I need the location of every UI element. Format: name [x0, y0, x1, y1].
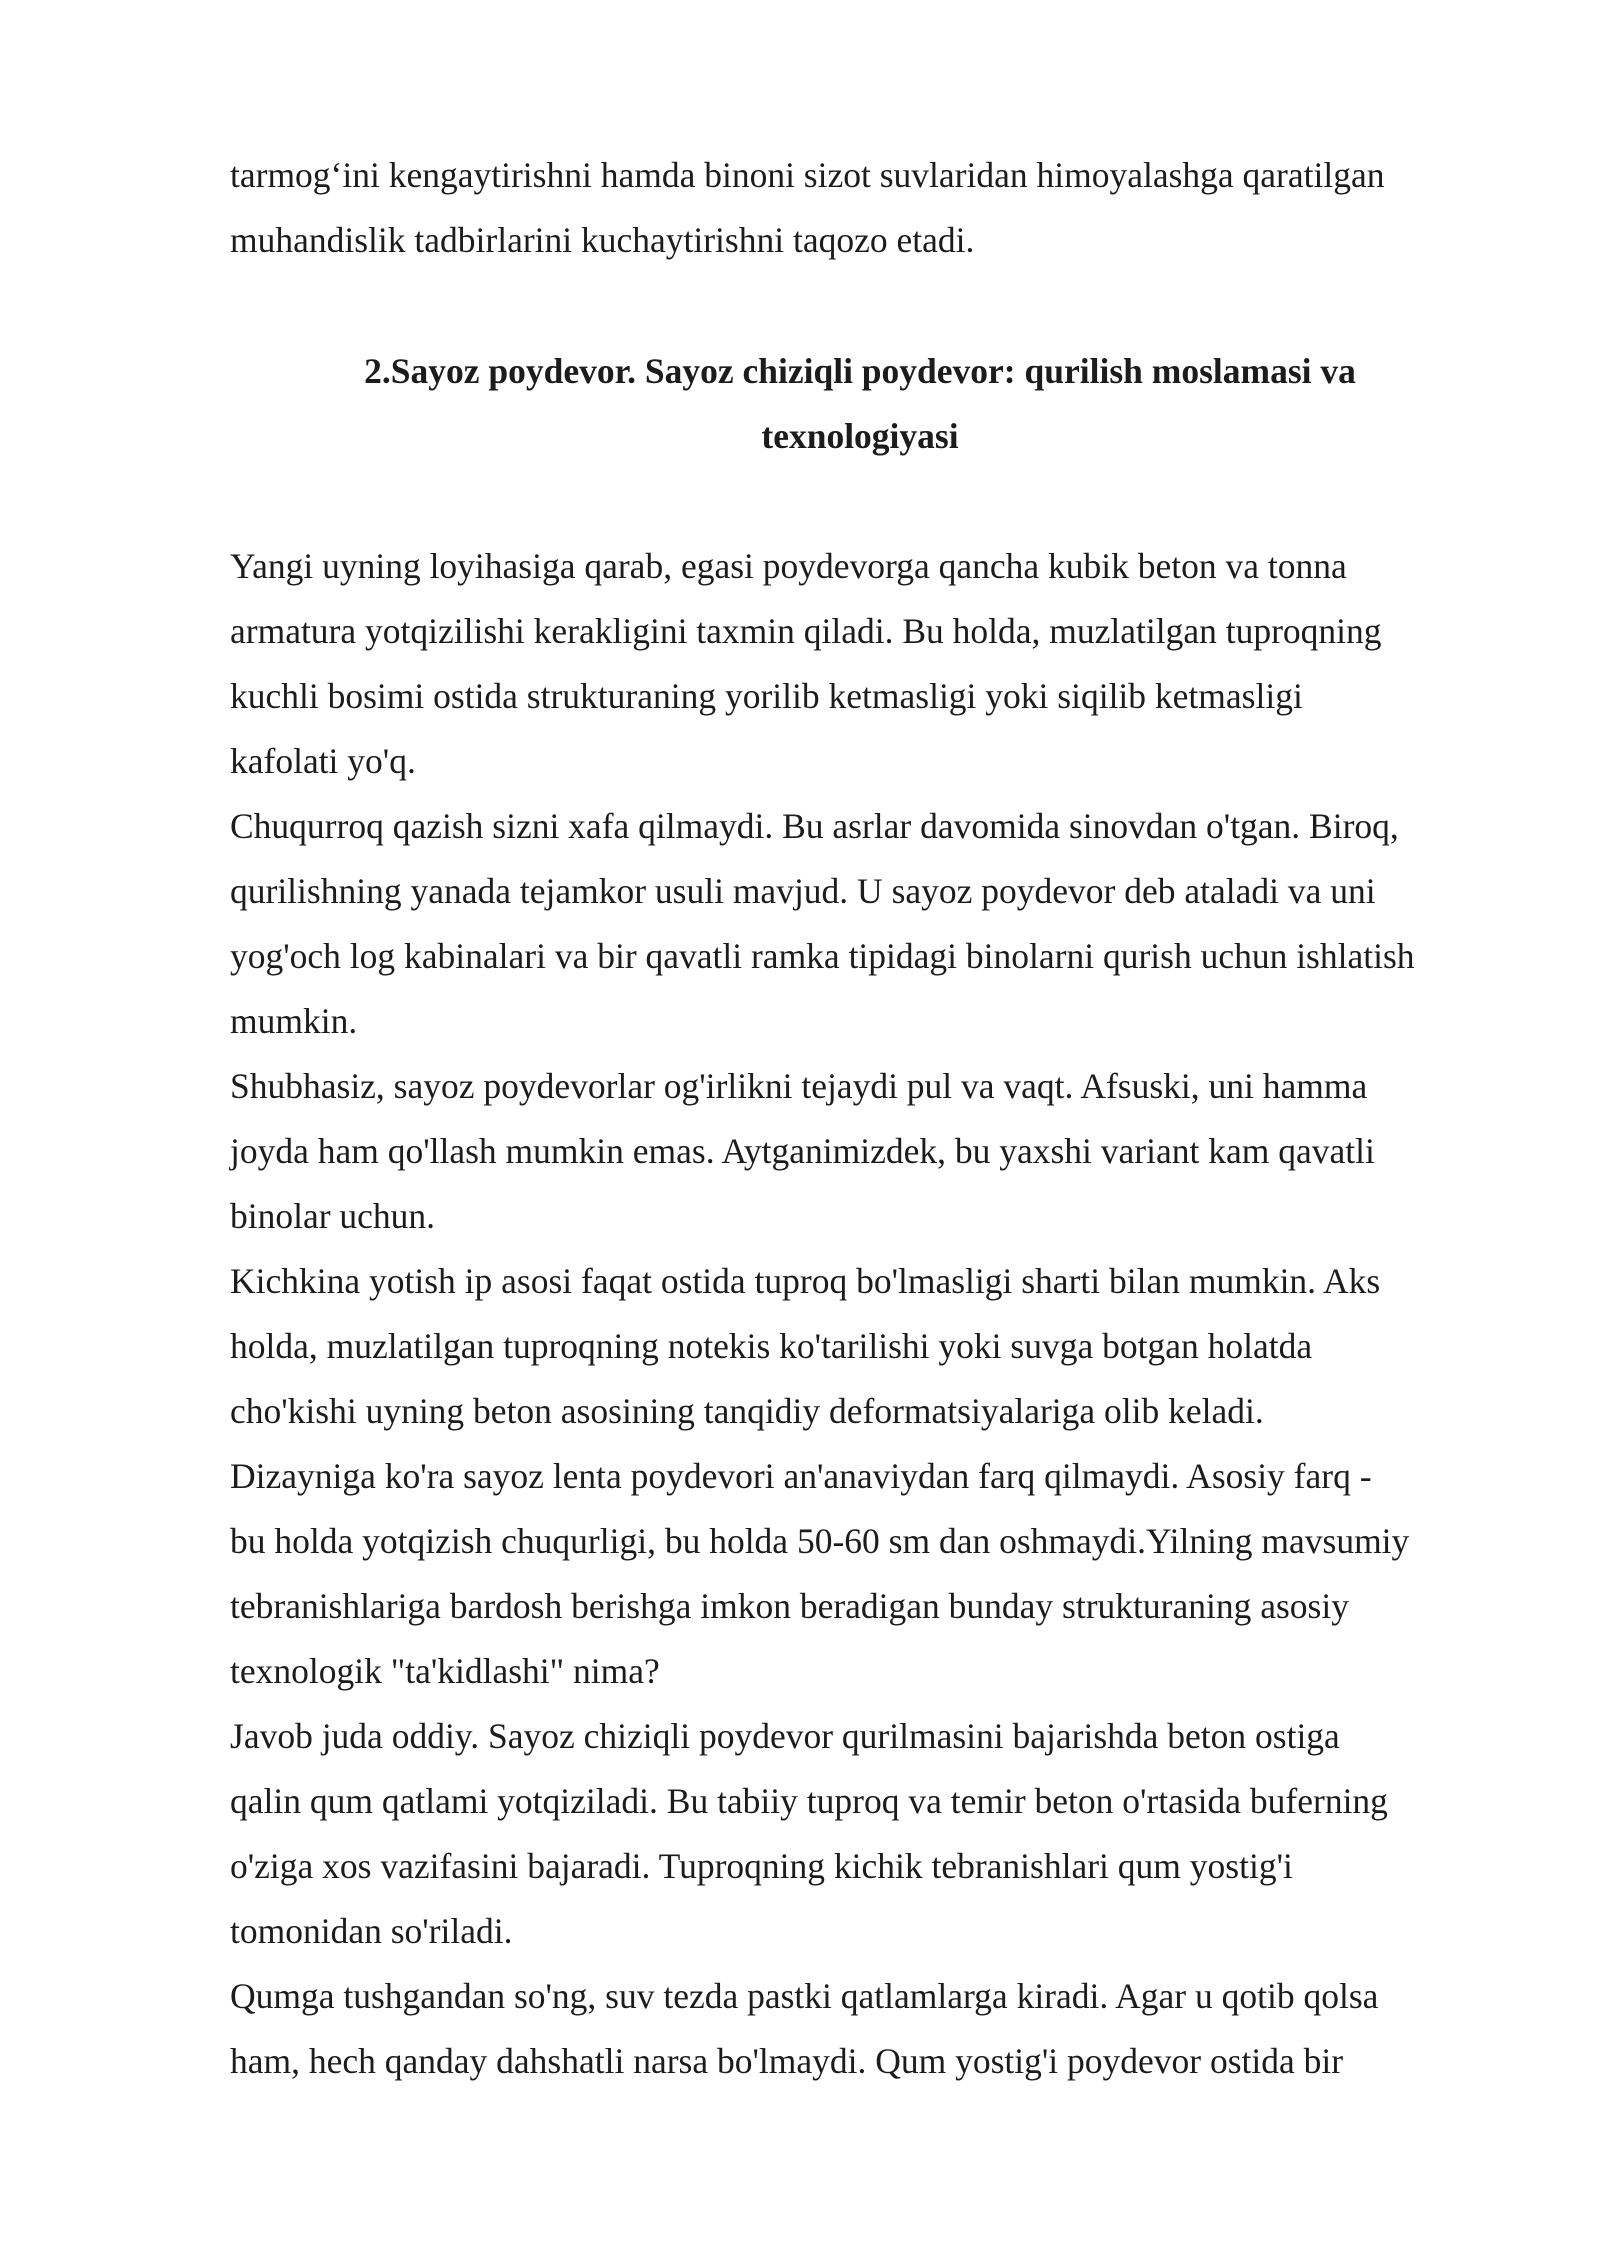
intro-line: tarmog‘ini kengaytirishni hamda binoni sizot suvlaridan himoyalashga qaratilgan [230, 155, 1385, 195]
body-line: mumkin. [230, 1001, 358, 1041]
body-line: qurilishning yanada tejamkor usuli mavjud. U sayoz poydevor deb ataladi va uni [230, 871, 1376, 911]
body-line: ham, hech qanday dahshatli narsa bo'lmaydi. Qum yostig'i poydevor ostida bir [230, 2041, 1344, 2081]
body-line: texnologik "ta'kidlashi" nima? [230, 1651, 660, 1691]
body-line: yog'och log kabinalari va bir qavatli ramka tipidagi binolarni qurish uchun ishlatish [230, 936, 1415, 976]
body-line: Javob juda oddiy. Sayoz chiziqli poydevor qurilmasini bajarishda beton ostiga [230, 1716, 1340, 1756]
body-line: joyda ham qo'llash mumkin emas. Aytganimizdek, bu yaxshi variant kam qavatli [230, 1131, 1375, 1171]
body-line: o'ziga xos vazifasini bajaradi. Tuproqning kichik tebranishlari qum yostig'i [230, 1846, 1293, 1886]
body-line: Qumga tushgandan so'ng, suv tezda pastki qatlamlarga kiradi. Agar u qotib qolsa [230, 1976, 1379, 2016]
body-line: kuchli bosimi ostida strukturaning yorilib ketmasligi yoki siqilib ketmasligi [230, 676, 1303, 716]
body-line: qalin qum qatlami yotqiziladi. Bu tabiiy tuproq va temir beton o'rtasida buferning [230, 1781, 1388, 1821]
body-line: cho'kishi uyning beton asosining tanqidiy deformatsiyalariga olib keladi. [230, 1391, 1264, 1431]
section-heading-line: texnologiyasi [761, 416, 959, 456]
body-line: kafolati yo'q. [230, 741, 416, 781]
intro-line: muhandislik tadbirlarini kuchaytirishni taqozo etadi. [230, 220, 975, 260]
body-line: Kichkina yotish ip asosi faqat ostida tuproq bo'lmasligi sharti bilan mumkin. Aks [230, 1261, 1381, 1301]
body-line: tomonidan so'riladi. [230, 1911, 513, 1951]
body-line: holda, muzlatilgan tuproqning notekis ko'tarilishi yoki suvga botgan holatda [230, 1326, 1313, 1366]
body-line: armatura yotqizilishi kerakligini taxmin qiladi. Bu holda, muzlatilgan tuproqning [230, 611, 1382, 651]
section-heading-line: 2.Sayoz poydevor. Sayoz chiziqli poydevor: qurilish moslamasi va [364, 351, 1356, 391]
body-line: Shubhasiz, sayoz poydevorlar og'irlikni tejaydi pul va vaqt. Afsuski, uni hamma [230, 1066, 1368, 1106]
body-line: Dizayniga ko'ra sayoz lenta poydevori an'anaviydan farq qilmaydi. Asosiy farq - [230, 1456, 1372, 1496]
body-line: binolar uchun. [230, 1196, 436, 1236]
body-line: Yangi uyning loyihasiga qarab, egasi poydevorga qancha kubik beton va tonna [230, 546, 1347, 586]
body-line: bu holda yotqizish chuqurligi, bu holda 50-60 sm dan oshmaydi.Yilning mavsumiy [230, 1521, 1410, 1561]
body-line: tebranishlariga bardosh berishga imkon beradigan bunday strukturaning asosiy [230, 1586, 1349, 1626]
body-line: Chuqurroq qazish sizni xafa qilmaydi. Bu asrlar davomida sinovdan o'tgan. Biroq, [230, 806, 1399, 846]
